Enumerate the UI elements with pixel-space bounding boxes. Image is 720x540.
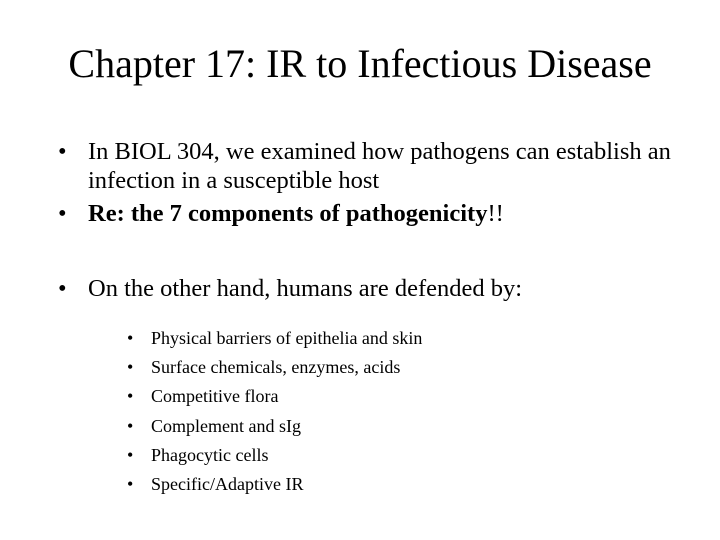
sub-bullet-item [127,382,647,411]
bullet-icon: • [127,444,134,465]
slide-title: Chapter 17: IR to Infectious Disease [68,41,652,86]
bullet-icon: • [58,138,67,165]
sub-bullet-text: Physical barriers of epithelia and skin [151,328,423,348]
sub-bullet-item [127,470,647,499]
sub-bullet-item [127,324,647,353]
sub-bullet-item [127,353,647,382]
bullet-item [58,199,698,228]
bullet-item [58,274,698,303]
bullet-bold-text: Re: the 7 components of pathogenicity [88,200,488,227]
bullet-icon: • [127,357,134,378]
main-bullet-list [58,137,698,303]
bullet-text: In BIOL 304, we examined how pathogens can establish an infection in a susceptible host [88,138,671,194]
bullet-icon: • [127,474,134,495]
bullet-icon: • [58,200,67,227]
sub-bullet-text: Surface chemicals, enzymes, acids [151,357,401,378]
bullet-icon: • [58,275,67,302]
sub-bullet-item [127,441,647,470]
sub-bullet-text: Competitive flora [151,386,279,407]
sub-bullet-item [127,412,647,441]
bullet-icon: • [127,386,134,407]
bullet-item [58,137,698,195]
bullet-icon: • [127,415,134,436]
sub-bullet-text: Complement and sIg [151,415,301,436]
bullet-text: On the other hand, humans are defended by: [88,275,523,302]
bullet-icon: • [127,328,134,348]
defense-sub-list [127,324,647,499]
bullet-tail-text: !! [487,200,504,227]
sub-bullet-text: Phagocytic cells [151,444,269,465]
sub-bullet-text: Specific/Adaptive IR [151,474,304,495]
